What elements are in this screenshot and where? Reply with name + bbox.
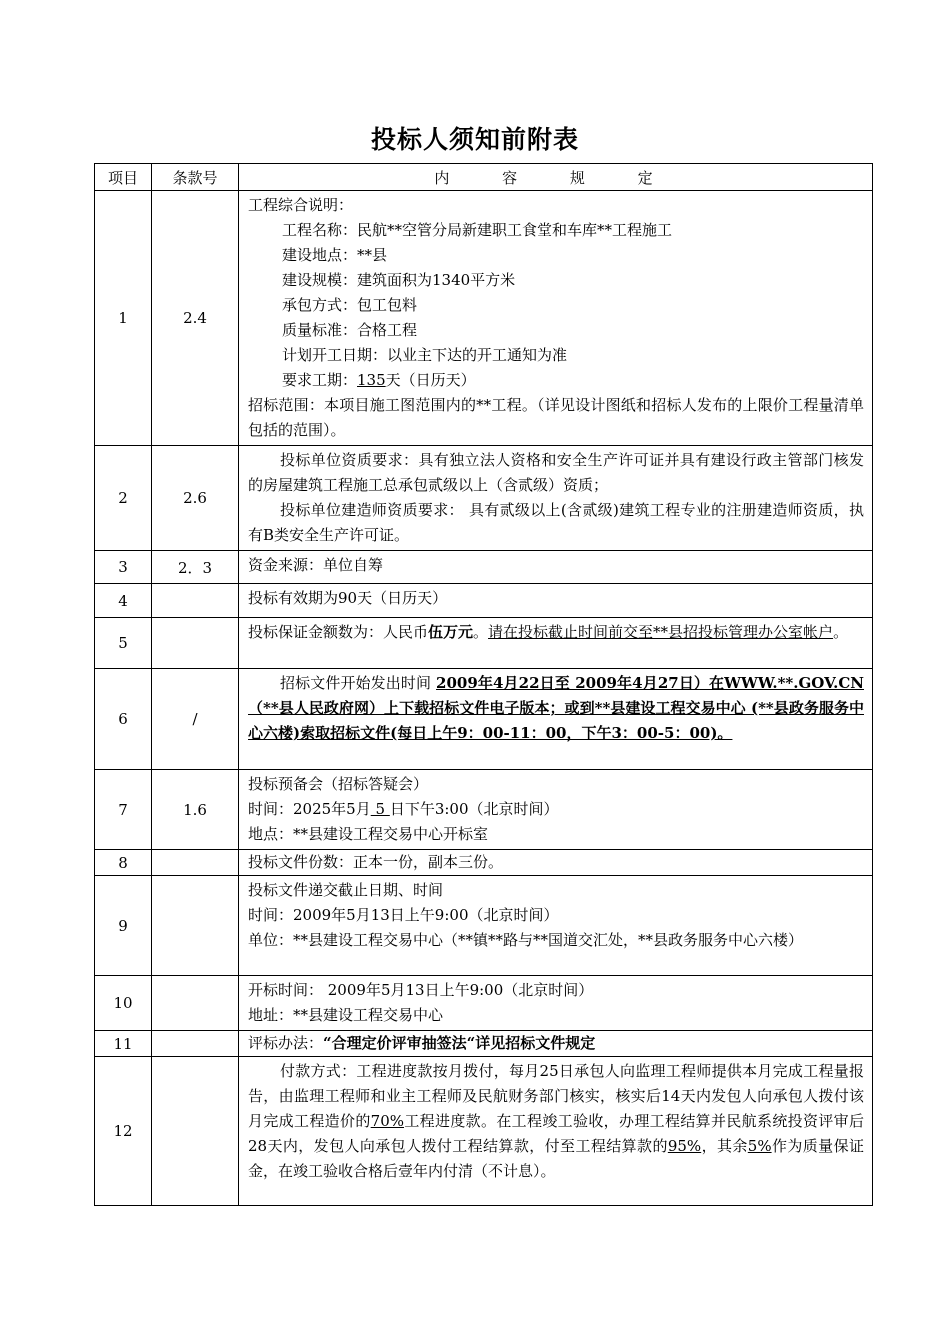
duration-value: 135 (357, 371, 386, 389)
page-title: 投标人须知前附表 (370, 125, 579, 154)
row-clause: 2.6 (152, 446, 239, 551)
table-row (95, 1057, 873, 1206)
content-line: 地址：**县建设工程交易中心 (248, 1006, 444, 1024)
row-content (239, 191, 873, 446)
retention-percent: 5% (747, 1137, 772, 1155)
content-line: 建设规模：建筑面积为1340平方米 (282, 271, 516, 289)
row-content: 投标保证金额数为：人民币伍万元。请在投标截止时间前交至**县招投标管理办公室帐户。 (239, 618, 873, 669)
row-item: 3 (95, 551, 152, 584)
row-content: 评标办法：“合理定价评审抽签法“详见招标文件规定 (239, 1031, 873, 1057)
content-line: 单位：**县建设工程交易中心（**镇**路与**国道交汇处，**县政务服务中心六楼） (248, 931, 804, 949)
row-item: 9 (95, 876, 152, 976)
row-item: 7 (95, 770, 152, 850)
row-clause (152, 850, 239, 876)
table-row (95, 584, 873, 618)
row-content (239, 876, 873, 976)
content-line: 地点：**县建设工程交易中心开标室 (248, 825, 489, 843)
row-item: 10 (95, 976, 152, 1031)
meeting-day: 5 (370, 800, 390, 818)
row-content: 投标文件份数：正本一份，副本三份。 (239, 850, 873, 876)
evaluation-method: “合理定价评审抽签法“详见招标文件规定 (323, 1034, 596, 1052)
row-item: 12 (95, 1057, 152, 1206)
row-item: 1 (95, 191, 152, 446)
table-row (95, 876, 873, 976)
row-item: 4 (95, 584, 152, 618)
row-item: 8 (95, 850, 152, 876)
table-row (95, 191, 873, 446)
row-clause: 2．3 (152, 551, 239, 584)
header-clause: 条款号 (152, 164, 239, 191)
content-line: 要求工期：135天（日历天） (282, 371, 476, 389)
settlement-percent: 95% (667, 1137, 702, 1155)
table-header-row (95, 164, 873, 191)
table-row (95, 770, 873, 850)
row-clause (152, 1057, 239, 1206)
row-clause: / (152, 669, 239, 770)
table-row (95, 446, 873, 551)
header-content: 内 容 规 定 (239, 164, 873, 191)
row-item: 2 (95, 446, 152, 551)
row-clause (152, 584, 239, 618)
row-item: 11 (95, 1031, 152, 1057)
content-line: 时间：2025年5月 5 日下午3:00（北京时间） (248, 800, 559, 818)
content-line: 计划开工日期：以业主下达的开工通知为准 (282, 346, 568, 364)
progress-percent: 70% (370, 1112, 405, 1130)
row-content: 付款方式：工程进度款按月拨付，每月25日承包人向监理工程师提供本月完成工程量报告，由监理工程师和业主工程师及民航财务部门核实，核实后14天内发包人向承包人拨付该月完成工程造价的70%工程进度款。在工程竣工验收，办理工程结算并民航系统投资评审后28天内，发包人向承包人拨付工程结算款，付至工程结算款的95%，其余5%作为质量保证金，在竣工验收合格后壹年内付清（不计息）。 (239, 1057, 873, 1206)
content-paragraph: 投标单位建造师资质要求： 具有贰级以上(含贰级)建筑工程专业的注册建造师资质，执有B类安全生产许可证。 (248, 501, 864, 544)
row-clause (152, 618, 239, 669)
content-line: 投标文件递交截止日期、时间 (248, 881, 444, 899)
content-line: 工程综合说明： (248, 196, 354, 214)
row-clause (152, 1031, 239, 1057)
row-item: 5 (95, 618, 152, 669)
row-clause (152, 976, 239, 1031)
table-row (95, 1031, 873, 1057)
deposit-amount: 伍万元 (428, 623, 474, 641)
table-row (95, 618, 873, 669)
row-content (239, 446, 873, 551)
content-line: 工程名称：民航**空管分局新建职工食堂和车库**工程施工 (282, 221, 673, 239)
row-content: 投标有效期为90天（日历天） (239, 584, 873, 618)
row-content (239, 976, 873, 1031)
row-clause (152, 876, 239, 976)
content-line: 时间：2009年5月13日上午9:00（北京时间） (248, 906, 559, 924)
deposit-instruction: 请在投标截止时间前交至**县招投标管理办公室帐户 (488, 623, 834, 641)
header-item: 项目 (95, 164, 152, 191)
table-row (95, 850, 873, 876)
content-paragraph: 投标单位资质要求：具有独立法人资格和安全生产许可证并具有建设行政主管部门核发的房屋建筑工程施工总承包贰级以上（含贰级）资质； (248, 451, 864, 494)
table-row (95, 551, 873, 584)
row-item: 6 (95, 669, 152, 770)
row-content: 招标文件开始发出时间 2009年4月22日至 2009年4月27日）在WWW.**.GOV.CN（**县人民政府网）上下载招标文件电子版本；或到**县建设工程交易中心 (**县政务服务中心六楼)索取招标文件(每日上午9：00-11：00，下午3：00-5：00)。 (239, 669, 873, 770)
content-line: 承包方式：包工包料 (282, 296, 418, 314)
table-row (95, 669, 873, 770)
content-line: 开标时间： 2009年5月13日上午9:00（北京时间） (248, 981, 594, 999)
table-row (95, 976, 873, 1031)
row-clause: 1.6 (152, 770, 239, 850)
content-line: 建设地点：**县 (282, 246, 388, 264)
row-clause: 2.4 (152, 191, 239, 446)
content-line: 质量标准：合格工程 (282, 321, 418, 339)
row-content (239, 770, 873, 850)
content-line: 投标预备会（招标答疑会） (248, 775, 429, 793)
content-line: 招标范围：本项目施工图范围内的**工程。（详见设计图纸和招标人发布的上限价工程量清单包括的范围）。 (248, 396, 864, 439)
document-issue-info: 2009年4月22日至 2009年4月27日）在WWW.**.GOV.CN（**县人民政府网）上下载招标文件电子版本；或到**县建设工程交易中心 (**县政务服务中心六楼)索取招标文件(每日上午9：00-11：00，下午3：00-5：00)。 (248, 674, 864, 742)
bid-appendix-table (94, 163, 873, 1206)
row-content: 资金来源：单位自筹 (239, 551, 873, 584)
